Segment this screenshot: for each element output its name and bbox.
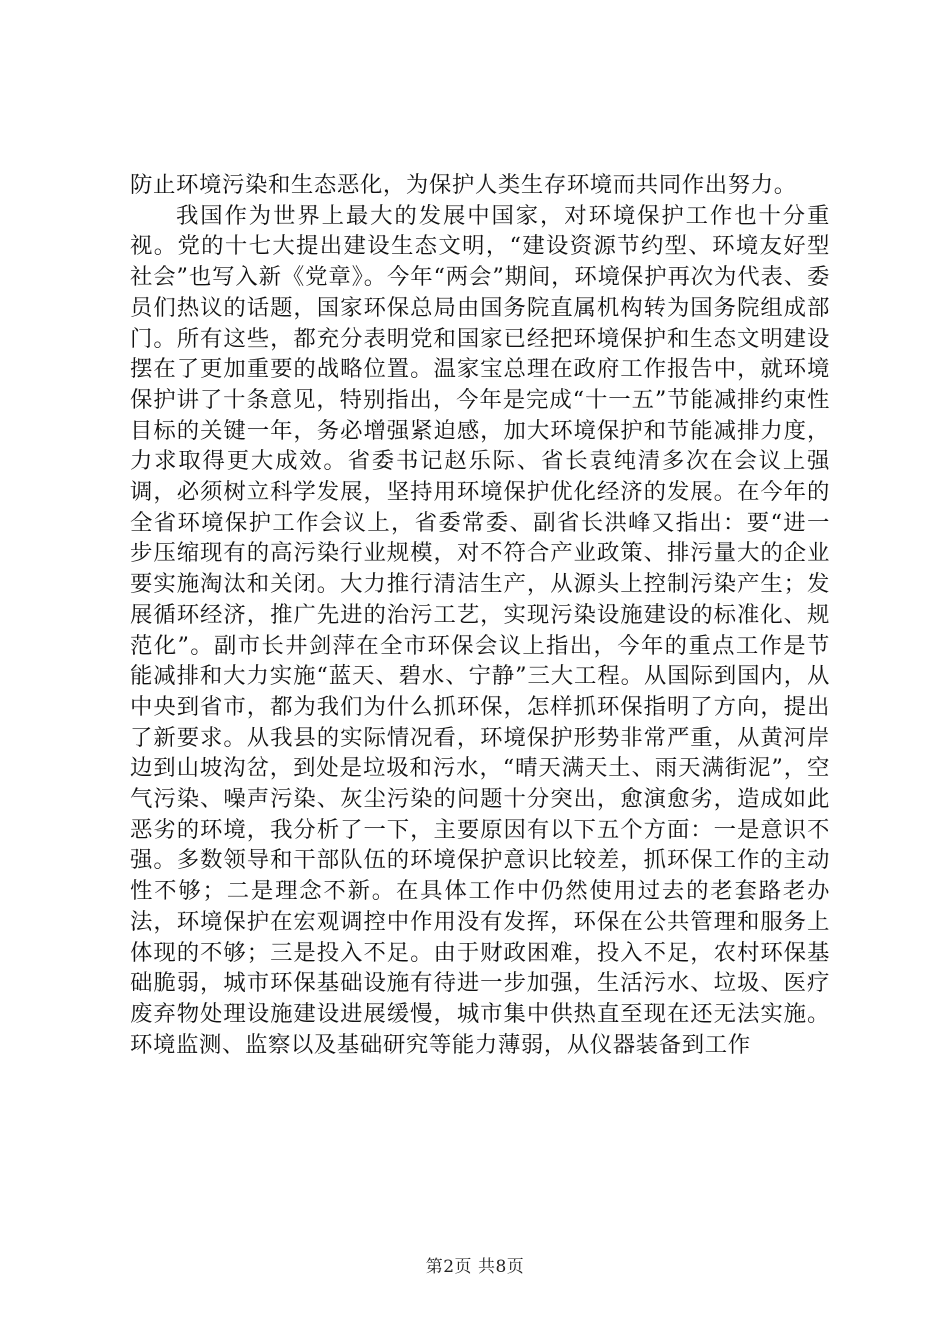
document-body (130, 170, 830, 1060)
page-footer: 第2页 共8页 (425, 1257, 525, 1277)
paragraph-main: 我国作为世界上最大的发展中国家，对环境保护工作也十分重视。党的十七大提出建设生态文明，“建设资源节约型、环境友好型社会”也写入新《党章》。今年“两会”期间，环境保护再次为代表、委员们热议的话题，国家环保总局由国务院直属机构转为国务院组成部门。所有这些，都充分表明党和国家已经把环境保护和生态文明建设摆在了更加重要的战略位置。温家宝总理在政府工作报告中，就环境保护讲了十条意见，特别指出，今年是完成“十一五”节能减排约束性目标的关键一年，务必增强紧迫感，加大环境保护和节能减排力度，力求取得更大成效。省委书记赵乐际、省长袁纯清多次在会议上强调，必须树立科学发展，坚持用环境保护优化经济的发展。在今年的全省环境保护工作会议上，省委常委、副省长洪峰又指出：要“进一步压缩现有的高污染行业规模，对不符合产业政策、排污量大的企业要实施淘汰和关闭。大力推行清洁生产，从源头上控制污染产生；发展循环经济，推广先进的治污工艺，实现污染设施建设的标准化、规范化”。副市长井剑萍在全市环保会议上指出，今年的重点工作是节能减排和大力实施“蓝天、碧水、宁静”三大工程。从国际到国内，从中央到省市，都为我们为什么抓环保，怎样抓环保指明了方向，提出了新要求。从我县的实际情况看，环境保护形势非常严重，从黄河岸边到山坡沟岔，到处是垃圾和污水，“晴天满天土、雨天满街泥”，空气污染、噪声污染、灰尘污染的问题十分突出，愈演愈劣，造成如此恶劣的环境，我分析了一下，主要原因有以下五个方面：一是意识不强。多数领导和干部队伍的环境保护意识比较差，抓环保工作的主动性不够；二是理念不新。在具体工作中仍然使用过去的老套路老办法，环境保护在宏观调控中作用没有发挥，环保在公共管理和服务上体现的不够；三是投入不足。由于财政困难，投入不足，农村环保基础脆弱，城市环保基础设施有待进一步加强，生活污水、垃圾、医疗废弃物处理设施建设进展缓慢，城市集中供热直至现在还无法实施。环境监测、监察以及基础研究等能力薄弱，从仪器装备到工作 (130, 202, 830, 1058)
paragraph-continuation: 防止环境污染和生态恶化，为保护人类生存环境而共同作出努力。 (130, 172, 797, 198)
